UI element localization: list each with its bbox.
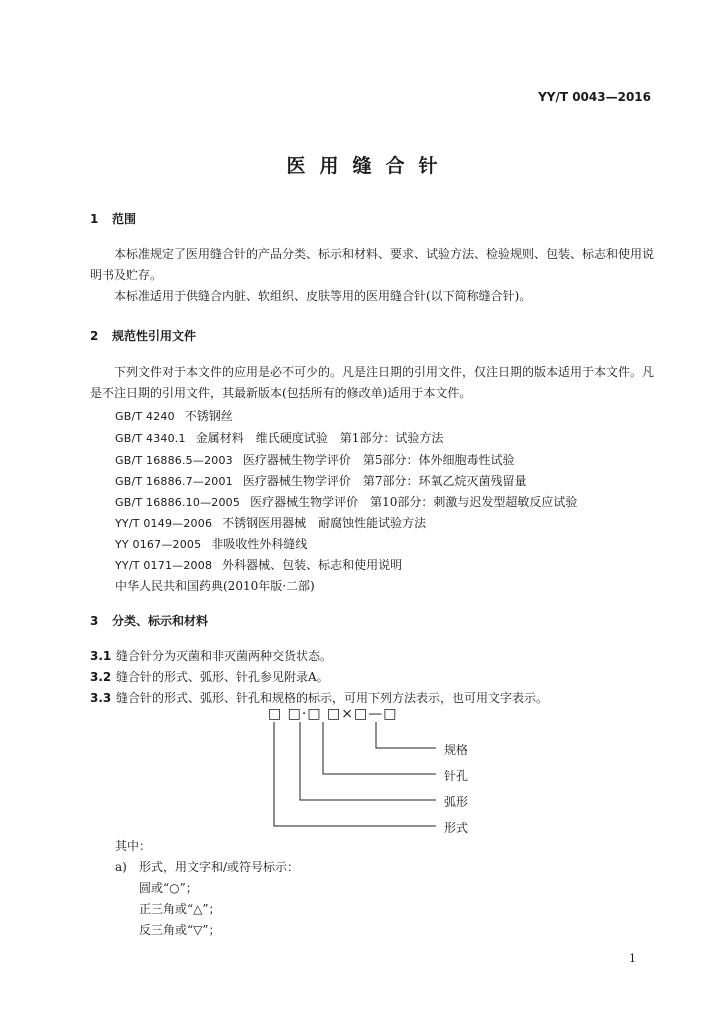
reference-title: 医疗器械生物学评价 第7部分：环氧乙烷灭菌残留量 [242, 474, 527, 488]
section-number: 3 [90, 614, 99, 628]
page-number: 1 [629, 952, 636, 965]
section-1-para-1: 本标准规定了医用缝合针的产品分类、标示和材料、要求、试验方法、检验规则、包装、标志和使用说明书及贮存。 [90, 247, 655, 282]
reference-title: 不锈钢丝 [184, 409, 233, 423]
section-2-heading [90, 327, 196, 344]
reference-code: YY/T 0171—2008 [115, 559, 213, 572]
reference-code: GB/T 16886.7—2001 [115, 475, 233, 488]
section-number: 1 [90, 212, 99, 226]
shape-option-circle: 圆或“○”； [139, 881, 198, 895]
reference-title: 医疗器械生物学评价 第10部分：刺激与迟发型超敏反应试验 [250, 495, 578, 509]
diagram-label-eye: 针孔 [444, 769, 469, 783]
shape-option-triangle: 正三角或“△”； [139, 902, 221, 916]
diagram-label-spec: 规格 [444, 743, 469, 757]
reference-item [115, 556, 402, 573]
list-item-a [115, 857, 299, 877]
notation-leader-lines [260, 718, 460, 838]
reference-code: GB/T 16886.10—2005 [115, 496, 241, 509]
leader-line-curve [300, 722, 436, 800]
reference-title: 中华人民共和国药典(2010年版·二部) [115, 579, 315, 593]
section-1-heading [90, 210, 136, 227]
reference-item [115, 535, 307, 552]
reference-item [115, 493, 577, 510]
document-title: 医用缝合针 [286, 155, 452, 177]
clause-number: 3.1 [90, 649, 112, 663]
standard-code: YY/T 0043—2016 [538, 90, 651, 104]
reference-title: 金属材料 维氏硬度试验 第1部分：试验方法 [195, 431, 444, 445]
where-label: 其中： [115, 839, 152, 853]
clause-3-1 [90, 646, 332, 666]
reference-title: 医疗器械生物学评价 第5部分：体外细胞毒性试验 [242, 453, 515, 467]
diagram-label-curve: 弧形 [444, 795, 469, 809]
reference-item [115, 429, 443, 446]
section-number: 2 [90, 329, 99, 343]
clause-text: 缝合针的形式、弧形、针孔和规格的标示，可用下列方法表示，也可用文字表示。 [116, 691, 549, 705]
reference-item [115, 407, 233, 424]
shape-option-inverted-triangle: 反三角或“▽”； [139, 923, 221, 937]
clause-number: 3.3 [90, 691, 112, 705]
reference-code: YY 0167—2005 [115, 538, 202, 551]
section-2-intro: 下列文件对于本文件的应用是必不可少的。凡是注日期的引用文件，仅注日期的版本适用于本文件。凡是不注日期的引用文件，其最新版本(包括所有的修改单)适用于本文件。 [90, 365, 655, 400]
list-marker: a) [115, 860, 127, 874]
reference-code: GB/T 16886.5—2003 [115, 454, 233, 467]
notation-formula: □ □·□ □×□—□ [268, 706, 398, 722]
clause-3-2 [90, 667, 329, 687]
clause-text: 缝合针分为灭菌和非灭菌两种交货状态。 [116, 649, 333, 663]
section-3-heading [90, 612, 208, 629]
diagram-label-form: 形式 [444, 821, 469, 835]
reference-code: YY/T 0149—2006 [115, 517, 213, 530]
section-title: 范围 [112, 212, 137, 226]
reference-item [115, 472, 527, 489]
section-title: 规范性引用文件 [112, 329, 197, 343]
reference-title: 非吸收性外科缝线 [211, 537, 308, 551]
reference-title: 不锈钢医用器械 耐腐蚀性能试验方法 [222, 516, 427, 530]
clause-3-3 [90, 688, 548, 708]
leader-line-spec [376, 722, 436, 748]
reference-code: GB/T 4240 [115, 410, 175, 423]
section-title: 分类、标示和材料 [112, 614, 209, 628]
list-text: 形式，用文字和/或符号标示： [139, 860, 300, 874]
reference-item [115, 514, 426, 531]
reference-code: GB/T 4340.1 [115, 432, 186, 445]
clause-text: 缝合针的形式、弧形、针孔参见附录A。 [116, 670, 329, 684]
reference-title: 外科器械、包装、标志和使用说明 [222, 558, 403, 572]
clause-number: 3.2 [90, 670, 112, 684]
section-1-para-2: 本标准适用于供缝合内脏、软组织、皮肤等用的医用缝合针(以下简称缝合针)。 [114, 289, 532, 303]
reference-item [115, 451, 515, 468]
reference-item [115, 577, 315, 594]
